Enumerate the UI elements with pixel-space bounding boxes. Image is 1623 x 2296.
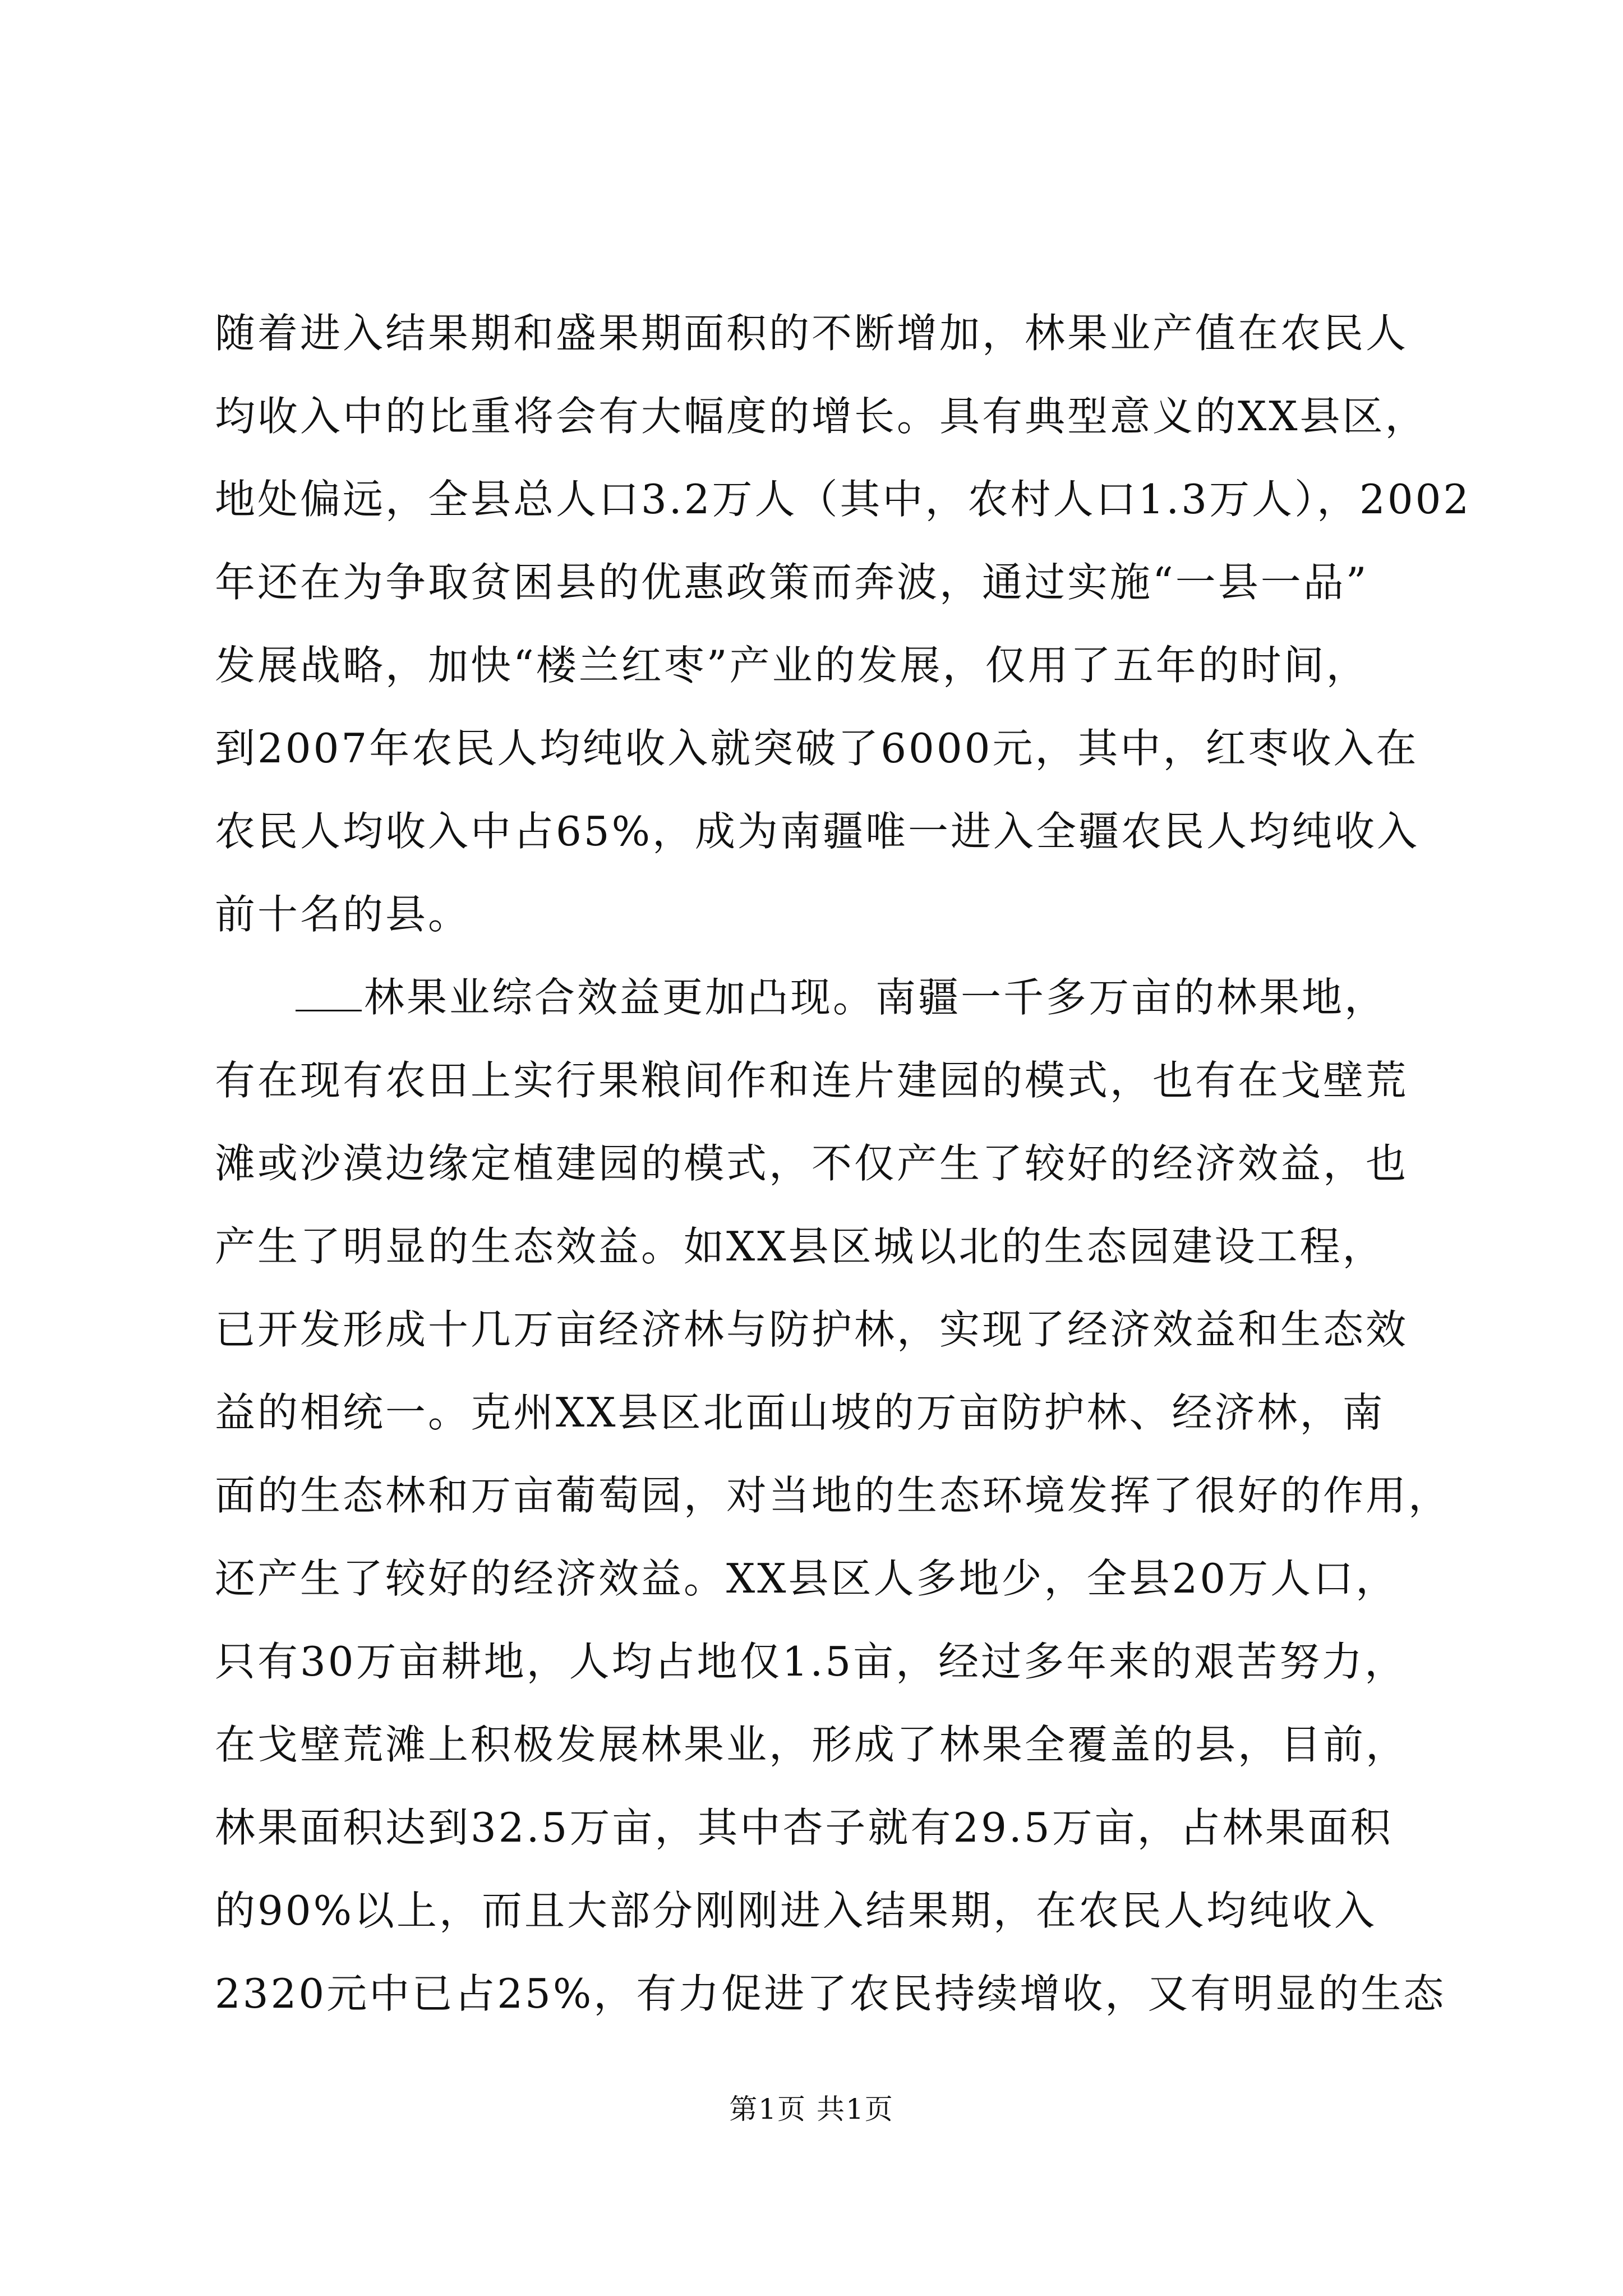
- text-line: 林果面积达到32.5万亩，其中杏子就有29.5万亩，占林果面积: [215, 1804, 1393, 1851]
- text-line: 农民人均收入中占65%，成为南疆唯一进入全疆农民人均纯收入: [215, 808, 1420, 855]
- text-line: 产生了明显的生态效益。如XX县区城以北的生态园建设工程，: [215, 1223, 1385, 1270]
- text-line: 地处偏远，全县总人口3.2万人（其中，农村人口1.3万人），2002: [215, 476, 1472, 523]
- text-line: 在戈壁荒滩上积极发展林果业，形成了林果全覆盖的县，目前，: [215, 1721, 1409, 1768]
- paragraph-start-line: [215, 956, 1412, 1039]
- text-line: 只有30万亩耕地，人均占地仅1.5亩，经过多年来的艰苦努力，: [215, 1638, 1408, 1685]
- text-line: 年还在为争取贫困县的优惠政策而奔波，通过实施“一县一品”: [215, 559, 1369, 606]
- text-line: 到2007年农民人均纯收入就突破了6000元，其中，红枣收入在: [215, 725, 1419, 772]
- page-number-label: 第1页 共1页: [729, 2093, 894, 2125]
- text-line: 有在现有农田上实行果粮间作和连片建园的模式，也有在戈壁荒: [215, 1057, 1409, 1104]
- text-line: 的90%以上，而且大部分刚刚进入结果期，在农民人均纯收入: [215, 1887, 1377, 1934]
- text-line-content: 林果业综合效益更加凸现。南疆一千多万亩的林果地，: [364, 974, 1387, 1021]
- text-line: 益的相统一。克州XX县区北面山坡的万亩防护林、经济林，南: [215, 1389, 1385, 1436]
- page-footer: [0, 2090, 1623, 2129]
- text-line: 滩或沙漠边缘定植建园的模式，不仅产生了较好的经济效益，也: [215, 1140, 1409, 1187]
- text-line: 随着进入结果期和盛果期面积的不断增加，林果业产值在农民人: [215, 310, 1409, 357]
- text-line: 均收入中的比重将会有大幅度的增长。具有典型意义的XX县区，: [215, 393, 1428, 440]
- text-line: 前十名的县。: [215, 891, 471, 938]
- text-line: 发展战略，加快“楼兰红枣”产业的发展，仅用了五年的时间，: [215, 642, 1369, 689]
- text-line: 面的生态林和万亩葡萄园，对当地的生态环境发挥了很好的作用，: [215, 1472, 1451, 1519]
- text-line: 还产生了较好的经济效益。XX县区人多地少，全县20万人口，: [215, 1555, 1399, 1602]
- text-line: 2320元中已占25%，有力促进了农民持续增收，又有明显的生态: [215, 1970, 1446, 2017]
- body-text: [215, 292, 1472, 2035]
- text-line: 已开发形成十几万亩经济林与防护林，实现了经济效益和生态效: [215, 1306, 1409, 1353]
- fill-in-blank: [296, 976, 362, 1011]
